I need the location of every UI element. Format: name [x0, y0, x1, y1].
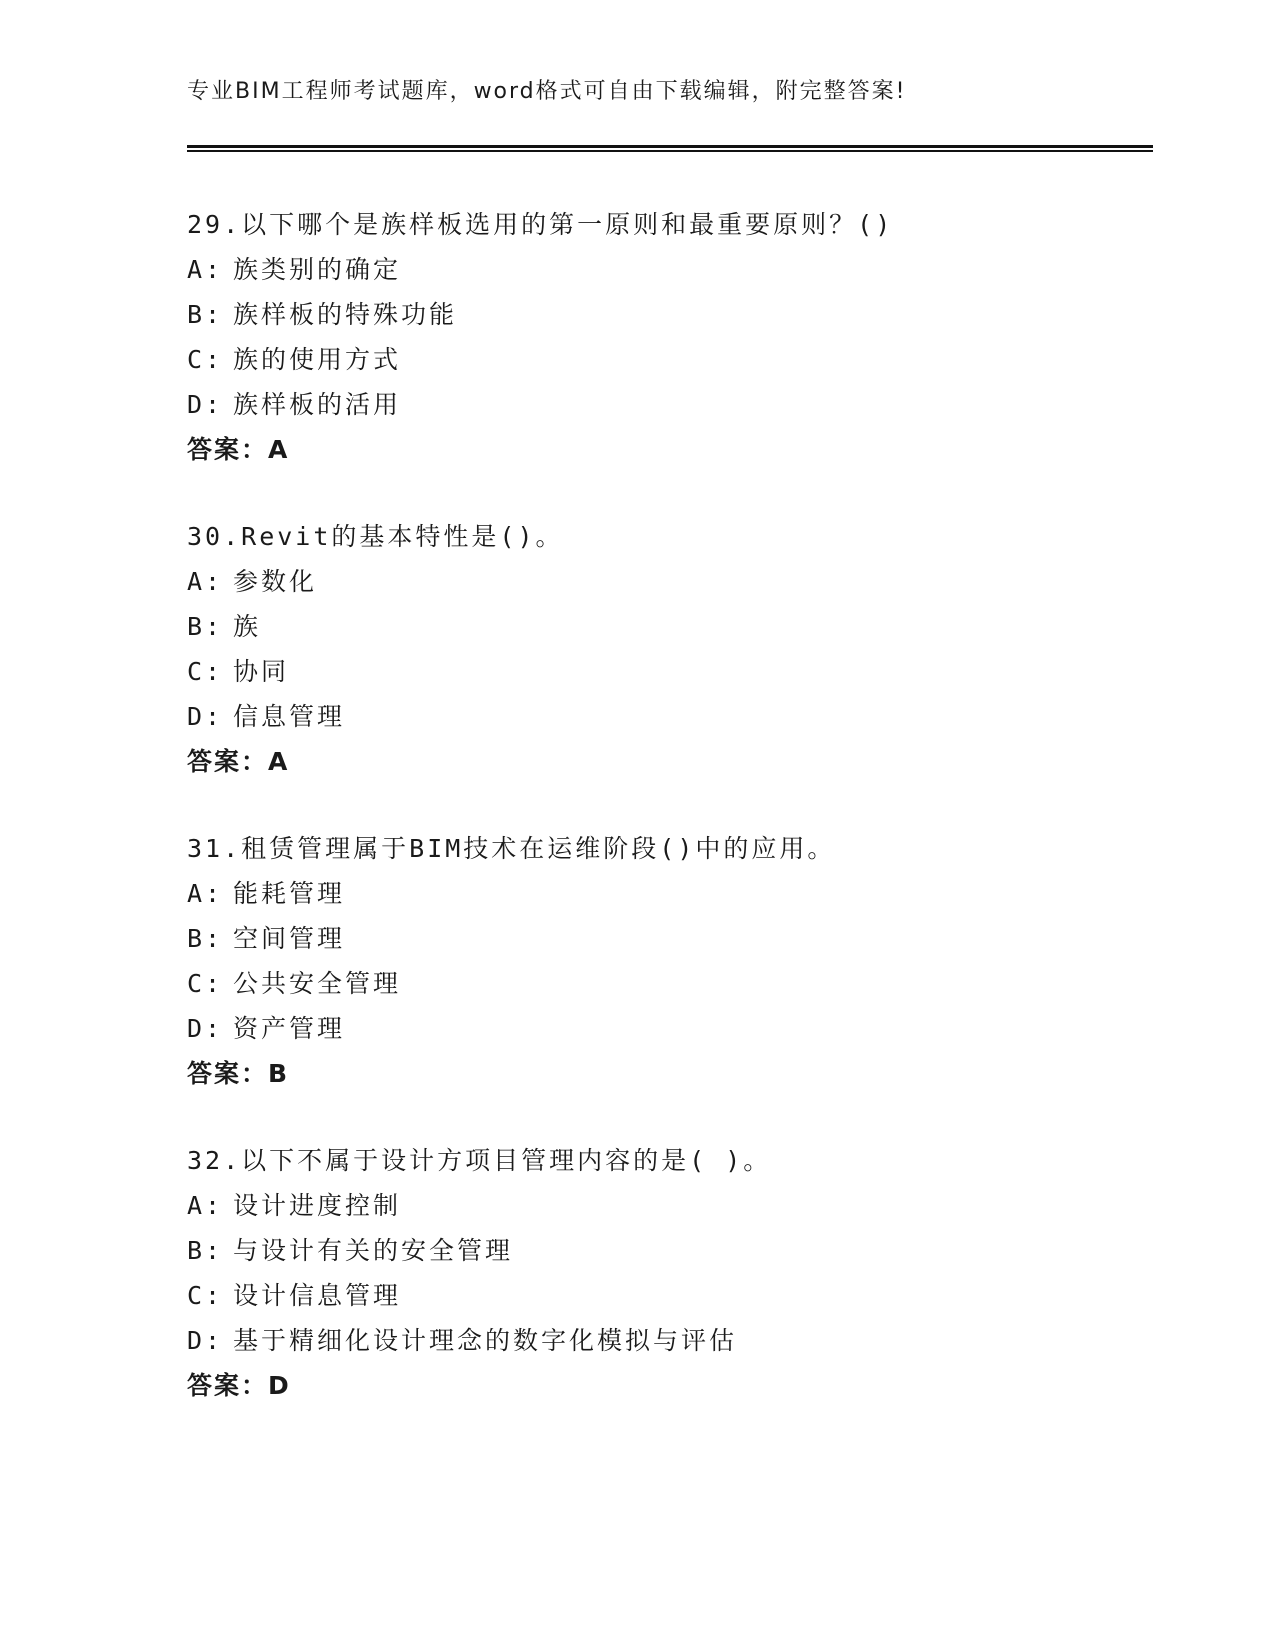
option-text: 设计进度控制	[233, 1191, 402, 1220]
option-letter: C:	[187, 1281, 224, 1310]
option-text: 能耗管理	[233, 879, 346, 908]
option-text: 协同	[233, 657, 290, 686]
option-c	[187, 1273, 1153, 1318]
header-divider-thin	[187, 150, 1153, 152]
question-block	[187, 202, 1153, 472]
option-letter: A:	[187, 1191, 224, 1220]
option-text: 族的使用方式	[233, 345, 402, 374]
answer-label: 答案：B	[187, 1059, 290, 1088]
option-c	[187, 961, 1153, 1006]
option-letter: B:	[187, 612, 224, 641]
answer-label: 答案：A	[187, 435, 290, 464]
option-b	[187, 1228, 1153, 1273]
option-text: 族类别的确定	[233, 255, 402, 284]
question-block	[187, 514, 1153, 784]
option-letter: A:	[187, 567, 224, 596]
option-letter: A:	[187, 879, 224, 908]
option-d	[187, 1006, 1153, 1051]
question-block	[187, 826, 1153, 1096]
option-d	[187, 694, 1153, 739]
answer-label: 答案：D	[187, 1371, 291, 1400]
option-b	[187, 916, 1153, 961]
option-text: 公共安全管理	[233, 969, 402, 998]
question-stem: 30.Revit的基本特性是()。	[187, 522, 564, 551]
option-text: 空间管理	[233, 924, 346, 953]
option-letter: C:	[187, 969, 224, 998]
header-divider-thick	[187, 145, 1153, 148]
option-d	[187, 1318, 1153, 1363]
option-b	[187, 604, 1153, 649]
option-text: 族	[233, 612, 262, 641]
option-text: 与设计有关的安全管理	[233, 1236, 514, 1265]
option-d	[187, 382, 1153, 427]
question-stem: 32.以下不属于设计方项目管理内容的是( )。	[187, 1146, 772, 1175]
question-block	[187, 1138, 1153, 1408]
option-c	[187, 337, 1153, 382]
option-text: 资产管理	[233, 1014, 346, 1043]
option-text: 参数化	[233, 567, 318, 596]
option-letter: A:	[187, 255, 224, 284]
option-a	[187, 871, 1153, 916]
option-text: 信息管理	[233, 702, 346, 731]
option-letter: D:	[187, 390, 224, 419]
option-text: 基于精细化设计理念的数字化模拟与评估	[233, 1326, 738, 1355]
option-text: 族样板的活用	[233, 390, 402, 419]
answer-label: 答案：A	[187, 747, 290, 776]
option-letter: B:	[187, 924, 224, 953]
option-letter: B:	[187, 1236, 224, 1265]
option-a	[187, 247, 1153, 292]
option-b	[187, 292, 1153, 337]
option-a	[187, 1183, 1153, 1228]
page-header-text: 专业BIM工程师考试题库，word格式可自由下载编辑，附完整答案!	[187, 79, 907, 104]
option-a	[187, 559, 1153, 604]
question-stem: 31.租赁管理属于BIM技术在运维阶段()中的应用。	[187, 834, 836, 863]
option-letter: D:	[187, 702, 224, 731]
option-letter: C:	[187, 657, 224, 686]
option-letter: D:	[187, 1014, 224, 1043]
question-stem: 29.以下哪个是族样板选用的第一原则和最重要原则？()	[187, 210, 894, 239]
option-letter: B:	[187, 300, 224, 329]
option-letter: D:	[187, 1326, 224, 1355]
option-letter: C:	[187, 345, 224, 374]
option-text: 族样板的特殊功能	[233, 300, 458, 329]
option-c	[187, 649, 1153, 694]
option-text: 设计信息管理	[233, 1281, 402, 1310]
